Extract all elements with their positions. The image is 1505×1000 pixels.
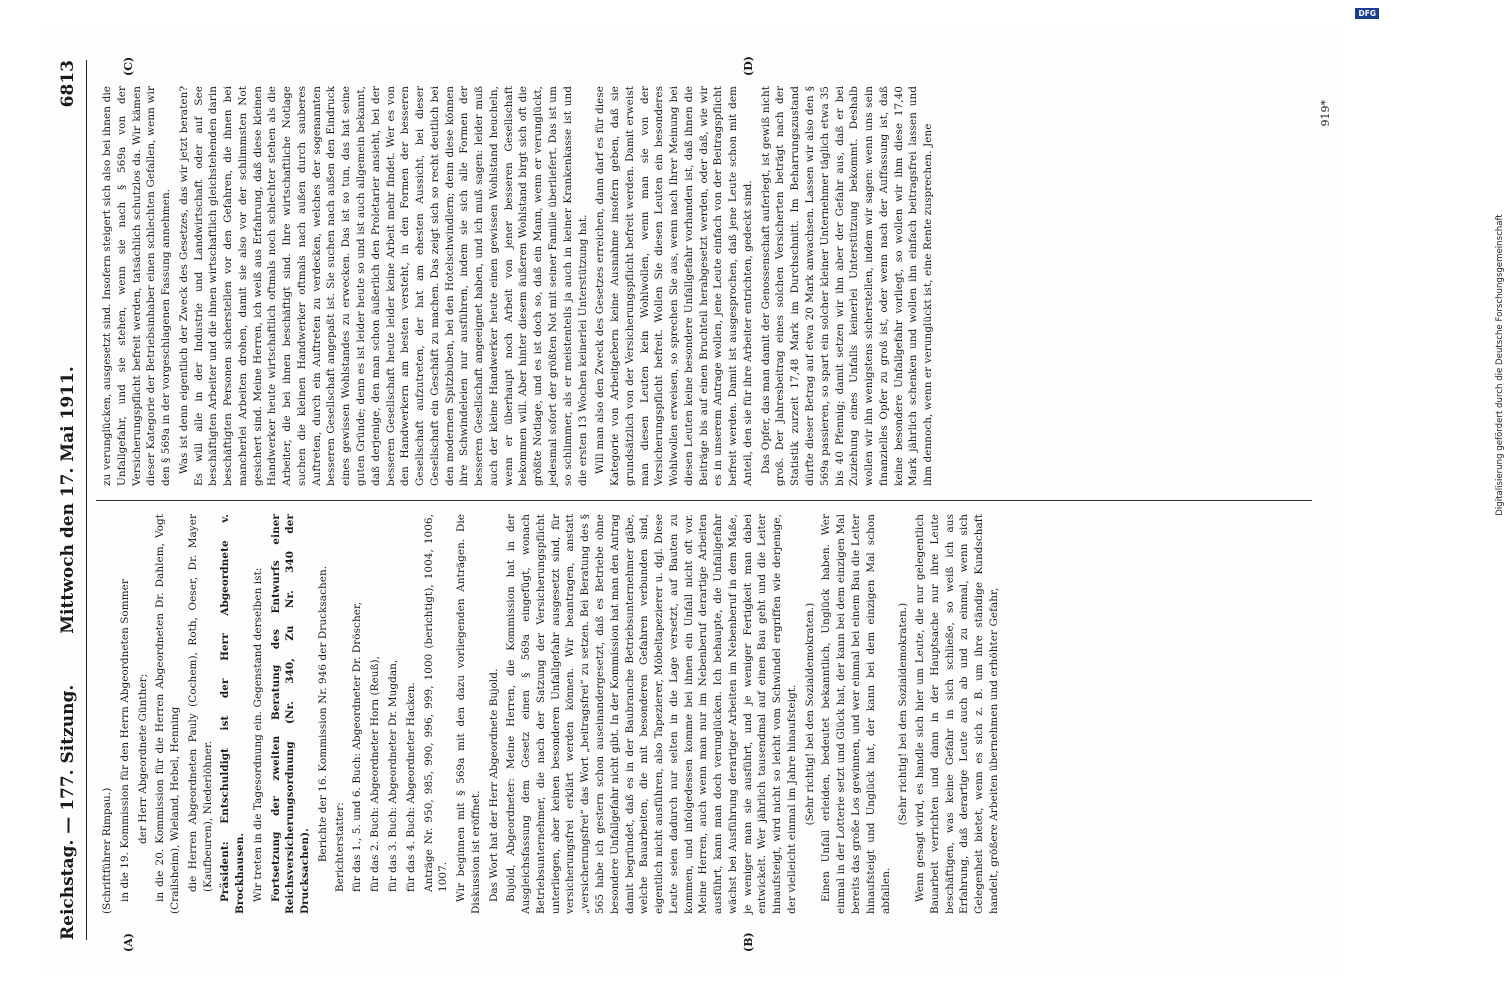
speech-paragraph: Wenn gesagt wird, es handle sich hier um Leute, die nur gelegentlich Bauarbeit verrichten und dann in der Hauptsache nur ihre Leute beschäftigen, was keine Gefahr in sich schließe, so weiß ich aus Erfahrung, daß derartige Leute auch ab und zu einmal, wenn sich Gelegenheit bietet, wenn es sich z. B. um ihre ständige Kundschaft handelt, größere Arbeiten übernehmen und erhöhter Gefahr, <box>913 514 1000 914</box>
interjection: (Sehr richtig! bei den Sozialdemokraten.) <box>803 602 816 826</box>
agenda-item: Fortsetzung der zweiten Beratung des Entwurfs einer Reichsversicherungsordnung (Nr. 340, Zu Nr. 340 der Drucksachen). <box>269 514 311 914</box>
margin-marker-c: (C) <box>121 56 135 76</box>
column-divider <box>96 500 1312 501</box>
sheet-number: 919* <box>1318 100 1332 127</box>
paragraph: Anträge Nr. 950, 985, 990, 996, 999, 1000 (berichtigt), 1004, 1006, 1007. <box>422 514 449 892</box>
margin-marker-d: (D) <box>741 56 755 76</box>
paragraph: der Herr Abgeordnete Günther; <box>136 673 149 844</box>
paragraph: für das 3. Buch: Abgeordneter Dr. Mugdan, <box>386 659 399 892</box>
header-left: Reichstag. — 177. Sitzung. <box>57 684 78 940</box>
page-number: 6813 <box>57 60 78 108</box>
paragraph: in die 19. Kommission für den Herrn Abgeordneten Sommer <box>118 579 131 902</box>
paragraph: für das 2. Buch: Abgeordneter Horn (Reuß), <box>368 655 381 892</box>
paragraph: Berichte der 16. Kommission Nr. 946 der Drucksachen. <box>316 565 329 863</box>
speaker-bracket: (Schriftführer Rimpau.) <box>100 787 113 914</box>
margin-marker-b: (B) <box>741 932 755 952</box>
document-page <box>42 30 1342 970</box>
digitization-note: Digitalisierung gefördert durch die Deutsche Forschungsgemeinschaft <box>1495 214 1505 516</box>
header-rule <box>86 60 87 940</box>
paragraph: Wir beginnen mit § 569a mit den dazu vorliegenden Anträgen. Die Diskussion ist eröffnet. <box>454 514 482 914</box>
paragraph: Wir treten in die Tagesordnung ein. Gegenstand derselben ist: <box>251 567 264 902</box>
paragraph: die Herren Abgeordneten Pauly (Cochem), Roth, Oeser, Dr. Mayer (Kaufbeuren), Niederlöhner. <box>186 514 214 892</box>
speech-paragraph: Will man also den Zweck des Gesetzes erreichen, dann darf es für diese Kategorie von Arbeitgebern keine Ausnahme insofern geben, daß sie grundsätzlich von der Versicherungspflicht befreit werden. Damit erweist man diesen Leuten kein Wohlwollen, wenn man sie von der Versicherungspflicht befreit. Wollen Sie diesen Leuten ein besonderes Wohlwollen erweisen, so sprechen Sie aus, wenn nach Ihrer Meinung bei diesen Leuten keine besondere Unfallgefahr vorhanden ist, daß ihnen die Beiträge bis auf einen Bruchteil herabgesetzt werden, oder daß, wie wir es in unserem Antrage wollen, jene Leute einfach von der Beitragspflicht befreit werden. Damit ist ausgesprochen, daß jene Leute schon mit dem Anteil, den sie für ihre Arbeiter entrichten, gedeckt sind. <box>593 86 754 486</box>
text-column-right <box>100 86 1316 486</box>
speech-paragraph: zu verunglücken, ausgesetzt sind. Insofern steigert sich also bei ihnen die Unfallgefahr, und sie stehen, wenn sie nach § 569a von der Versicherungspflicht befreit werden, tatsächlich schutzlos da. Wir kämen dieser Kategorie der Betriebsinhaber einen schlechten Gefallen, wenn wir den § 569a in der vorgeschlagenen Fassung annehmen. <box>100 86 172 486</box>
speech-paragraph: Einen Unfall erleiden, bedeutet bekanntlich, Unglück haben. Wer einmal in der Lotterie setzt und Glück hat, der kann bei dem einzigen Mal bereits das große Los gewinnen, und wer einmal bei einem Bau die Leiter hinaufsteigt und Unglück hat, der kann bei dem einzigen Mal schon abfallen. <box>819 514 892 914</box>
speech-paragraph: Das Opfer, das man damit der Genossenschaft auferlegt, ist gewiß nicht groß. Der Jahresbeitrag eines solchen Versicherten beträgt nach der Statistik zurzeit 17,48 Mark im Durchschnitt. Im Beharrungszustand dürfte dieser Betrag auf etwa 20 Mark anwachsen. Lassen wir also den § 569a passieren, so spart ein solcher kleiner Unternehmer täglich etwa 35 bis 40 Pfennig; damit setzen wir ihn aber der Gefahr aus, daß er bei Zuziehung eines Unfalls keinerlei Unterstützung bekommt. Deshalb wollen wir ihn wenigstens sicherstellen, indem wir sagen: wenn uns sein finanzielles Opfer zu groß ist, oder wenn nach der Auffassung ist, daß keine besondere Unfallgefahr vorliegt, so wollen wir ihm diese 17,40 Mark jährlich schenken und wollen ihn einfach beitragsfrei lassen und ihm dennoch, wenn er verunglückt ist, eine Rente zusprechen. Jene <box>759 86 934 486</box>
paragraph-president: Präsident: Entschuldigt ist der Herr Abgeordnete v. Brockhausen. <box>218 514 246 914</box>
dfg-logo: DFG <box>1355 8 1379 19</box>
paragraph: Das Wort hat der Herr Abgeordnete Bujold. <box>487 668 500 902</box>
page-header <box>56 60 82 940</box>
paragraph: Berichterstatter: <box>333 802 346 892</box>
speech-paragraph: Bujold, Abgeordneter: Meine Herren, die Kommission hat in der Ausgleichsfassung dem Gesetz einen § 569a eingefügt, wonach Betriebsunternehmer, die nach der Satzung der Versicherungspflicht unterliegen, aber keinen besonderen Unfallgefahr ausgesetzt sind, für versicherungsfrei erklärt werden können. Wir beantragen, anstatt „versicherungsfrei“ das Wort „beitragsfrei“ zu setzen. Bei Beratung des § 565 habe ich gestern schon auseinandergesetzt, daß es Betriebe ohne besondere Unfallgefahr nicht gibt. In der Kommission hat man den Antrag damit begründet, daß es in der Baubranche Betriebsunternehmer gäbe, welche Bauarbeiten, die mit besonderen Gefahren verbunden sind, eigentlich nicht ausführen, also Tapezierer, Möbeltapezierer u. dgl. Diese Leute seien dadurch nur selten in die Lage versetzt, auf Bauten zu kommen, und infolgedessen komme bei ihnen ein Unfall nicht oft vor. Meine Herren, auch wenn man nur im Nebenberuf derartige Arbeiten ausführt, kann man doch verunglücken. Ich behaupte, die Unfallgefahr wächst bei Ausführung derartiger Arbeiten im Nebenberuf in dem Maße, je weniger man sie ausführt, und je weniger Fertigkeit man dabei entwickelt. Wer jährlich tausendmal auf einen Bau geht und die Leiter hinaufsteigt, wird nicht so leicht vom Schwindel ergriffen wie derjenige, der vielleicht einmal im Jahre hinaufsteigt. <box>504 514 798 914</box>
header-date: Mittwoch den 17. Mai 1911. <box>57 366 78 634</box>
text-column-left <box>100 514 1316 914</box>
speech-paragraph: Was ist denn eigentlich der Zweck des Gesetzes, das wir jetzt beraten? Es will alle in der Industrie und Landwirtschaft oder auf See beschäftigten Arbeiter und die ihnen wirtschaftlich gleichstehenden darin beschäftigten Personen sicherstellen vor den Gefahren, die ihnen bei mancherlei Arbeiten drohen, damit sie also vor der schlimmsten Not gesichert sind. Meine Herren, ich weiß aus Erfahrung, daß diese kleinen Handwerker heute wirtschaftlich oftmals noch schlechter stehen als die Arbeiter, die bei ihnen beschäftigt sind. Ihre wirtschaftliche Notlage suchen die kleinen Handwerker oftmals nach außen durch sauberes Auftreten, durch ein Auftreten zu verdecken, welches der sogenannten besseren Gesellschaft angepaßt ist. Sie suchen nach außen den Eindruck eines gewissen Wohlstandes zu erwecken. Das ist so tun, das hat seine guten Gründe; denn es ist leider heute so und ist auch allgemein bekannt, daß derjenige, den man schon äußerlich den Proletarier ansieht, bei der besseren Gesellschaft heute leider keine Arbeit mehr findet. Wer es von den Handwerkern am besten versteht, in den Formen der besseren Gesellschaft aufzutreten, der hat am ehesten Aussicht, bei dieser Gesellschaft ein Geschäft zu machen. Das zeigt sich so recht deutlich bei den modernen Spitzbuben, bei den Hotelschwindlern; denn diese können ihre Schwindeleien nur ausführen, indem sie sich alle Formen der besseren Gesellschaft angeeignet haben, und ich muß sagen: leider muß auch der kleine Handwerker heute einen gewissen Wohlstand heucheln, wenn er überhaupt noch Arbeit von jener besseren Gesellschaft bekommen will. Aber hinter diesem äußeren Wohlstand birgt sich oft die größte Notlage, und es ist doch so, daß ein Mann, wenn er verunglückt, jedesmal sofort der größten Not mit seiner Familie überliefert. Das ist um so schlimmer, als er meistenteils ja auch in keiner Krankenkasse ist und die ersten 13 Wochen keinerlei Unterstützung hat. <box>177 86 588 486</box>
margin-marker-a: (A) <box>121 933 135 952</box>
paragraph: für das 4. Buch: Abgeordneter Hacken. <box>404 682 417 892</box>
paragraph: für das 1., 5. und 6. Buch: Abgeordneter Dr. Dröscher, <box>350 601 363 892</box>
paragraph: in die 20. Kommission für die Herren Abgeordneten Dr. Dahlem, Vogt (Crailsheim), Wieland, Hebel, Henning <box>153 514 181 914</box>
interjection: (Sehr richtig! bei den Sozialdemokraten.) <box>896 602 909 826</box>
